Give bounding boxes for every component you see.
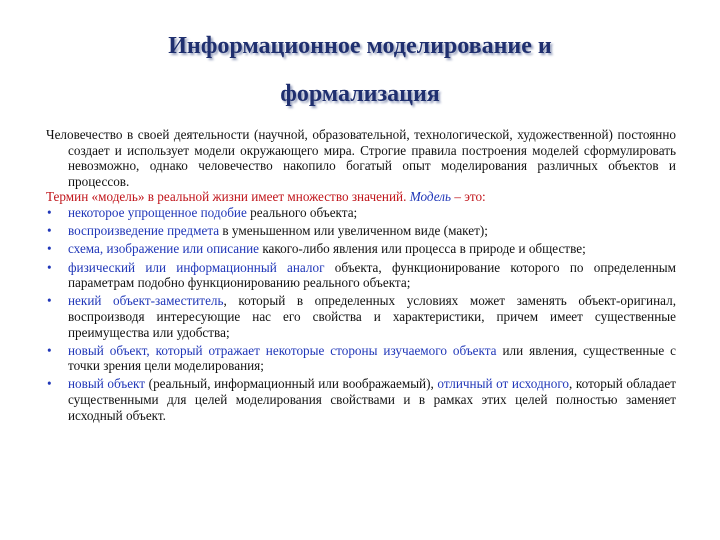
list-item: [46, 223, 676, 239]
item-text: реального объекта;: [246, 204, 358, 220]
bullet-icon: •: [47, 376, 52, 392]
bullet-icon: •: [47, 259, 52, 275]
list-item: [46, 260, 676, 291]
term-definition-text: Термин «модель» в реальной жизни имеет множество значений.: [46, 189, 407, 205]
item-text: , который в определенных условиях может заменять объект-оригинал, воспроизводя интересующие нас его свойства и характеристики, причем имеет существенные преимущества или удобства;: [68, 293, 676, 340]
item-highlight-2: который отражает некоторые стороны изучаемого объекта: [155, 342, 497, 358]
list-item: [46, 343, 676, 374]
title-line-2: формализация: [280, 81, 440, 107]
list-item: [46, 241, 676, 257]
item-connector: (реальный, информационный или воображаемый),: [145, 376, 438, 392]
bullet-icon: •: [47, 293, 52, 309]
item-highlight: некоторое упрощенное подобие: [68, 204, 247, 220]
item-highlight: новый объект: [68, 376, 146, 392]
item-highlight-2: отличный от исходного: [437, 376, 570, 392]
item-highlight: схема, изображение или описание: [68, 241, 260, 257]
bullet-icon: •: [47, 204, 52, 220]
item-text: или явления, существенные с точки зрения цели моделирования;: [68, 342, 676, 374]
term-line: [46, 189, 676, 205]
list-item: [46, 205, 676, 221]
item-text: какого-либо явления или процесса в природе и обществе;: [259, 241, 586, 257]
list-item: [46, 376, 676, 423]
title-line-1: Информационное моделирование и: [168, 33, 552, 59]
intro-paragraph: Человечество в своей деятельности (научной, образовательной, технологической, художественной) постоянно создает и использует модели окружающего мира. Строгие правила построения моделей сформулировать невозможно, однако человечество накопило богатый опыт моделирования различных объектов и процессов.: [46, 127, 676, 189]
bullet-icon: •: [47, 241, 52, 257]
bullet-icon: •: [47, 342, 52, 358]
bullet-icon: •: [47, 223, 52, 239]
term-suffix: – это:: [451, 189, 486, 205]
term-model-word: Модель: [409, 189, 452, 205]
item-text: , который обладает существенными для целей моделирования свойствами и в рамках этих целей полностью заменяет исходный объект.: [68, 376, 676, 423]
item-text: объекта, функционирование которого по определенным параметрам подобно функционированию реального объекта;: [68, 259, 676, 291]
slide-body: [46, 127, 676, 426]
item-highlight: воспроизведение предмета: [68, 223, 220, 239]
list-item: [46, 293, 676, 340]
item-highlight: физический или информационный аналог: [68, 259, 325, 275]
item-highlight: новый объект: [68, 342, 147, 358]
item-connector: ,: [146, 342, 156, 358]
definition-list: [46, 205, 676, 423]
item-highlight: некий объект-заместитель: [68, 293, 224, 309]
slide-title: [0, 22, 720, 118]
item-text: в уменьшенном или увеличенном виде (макет);: [219, 223, 488, 239]
